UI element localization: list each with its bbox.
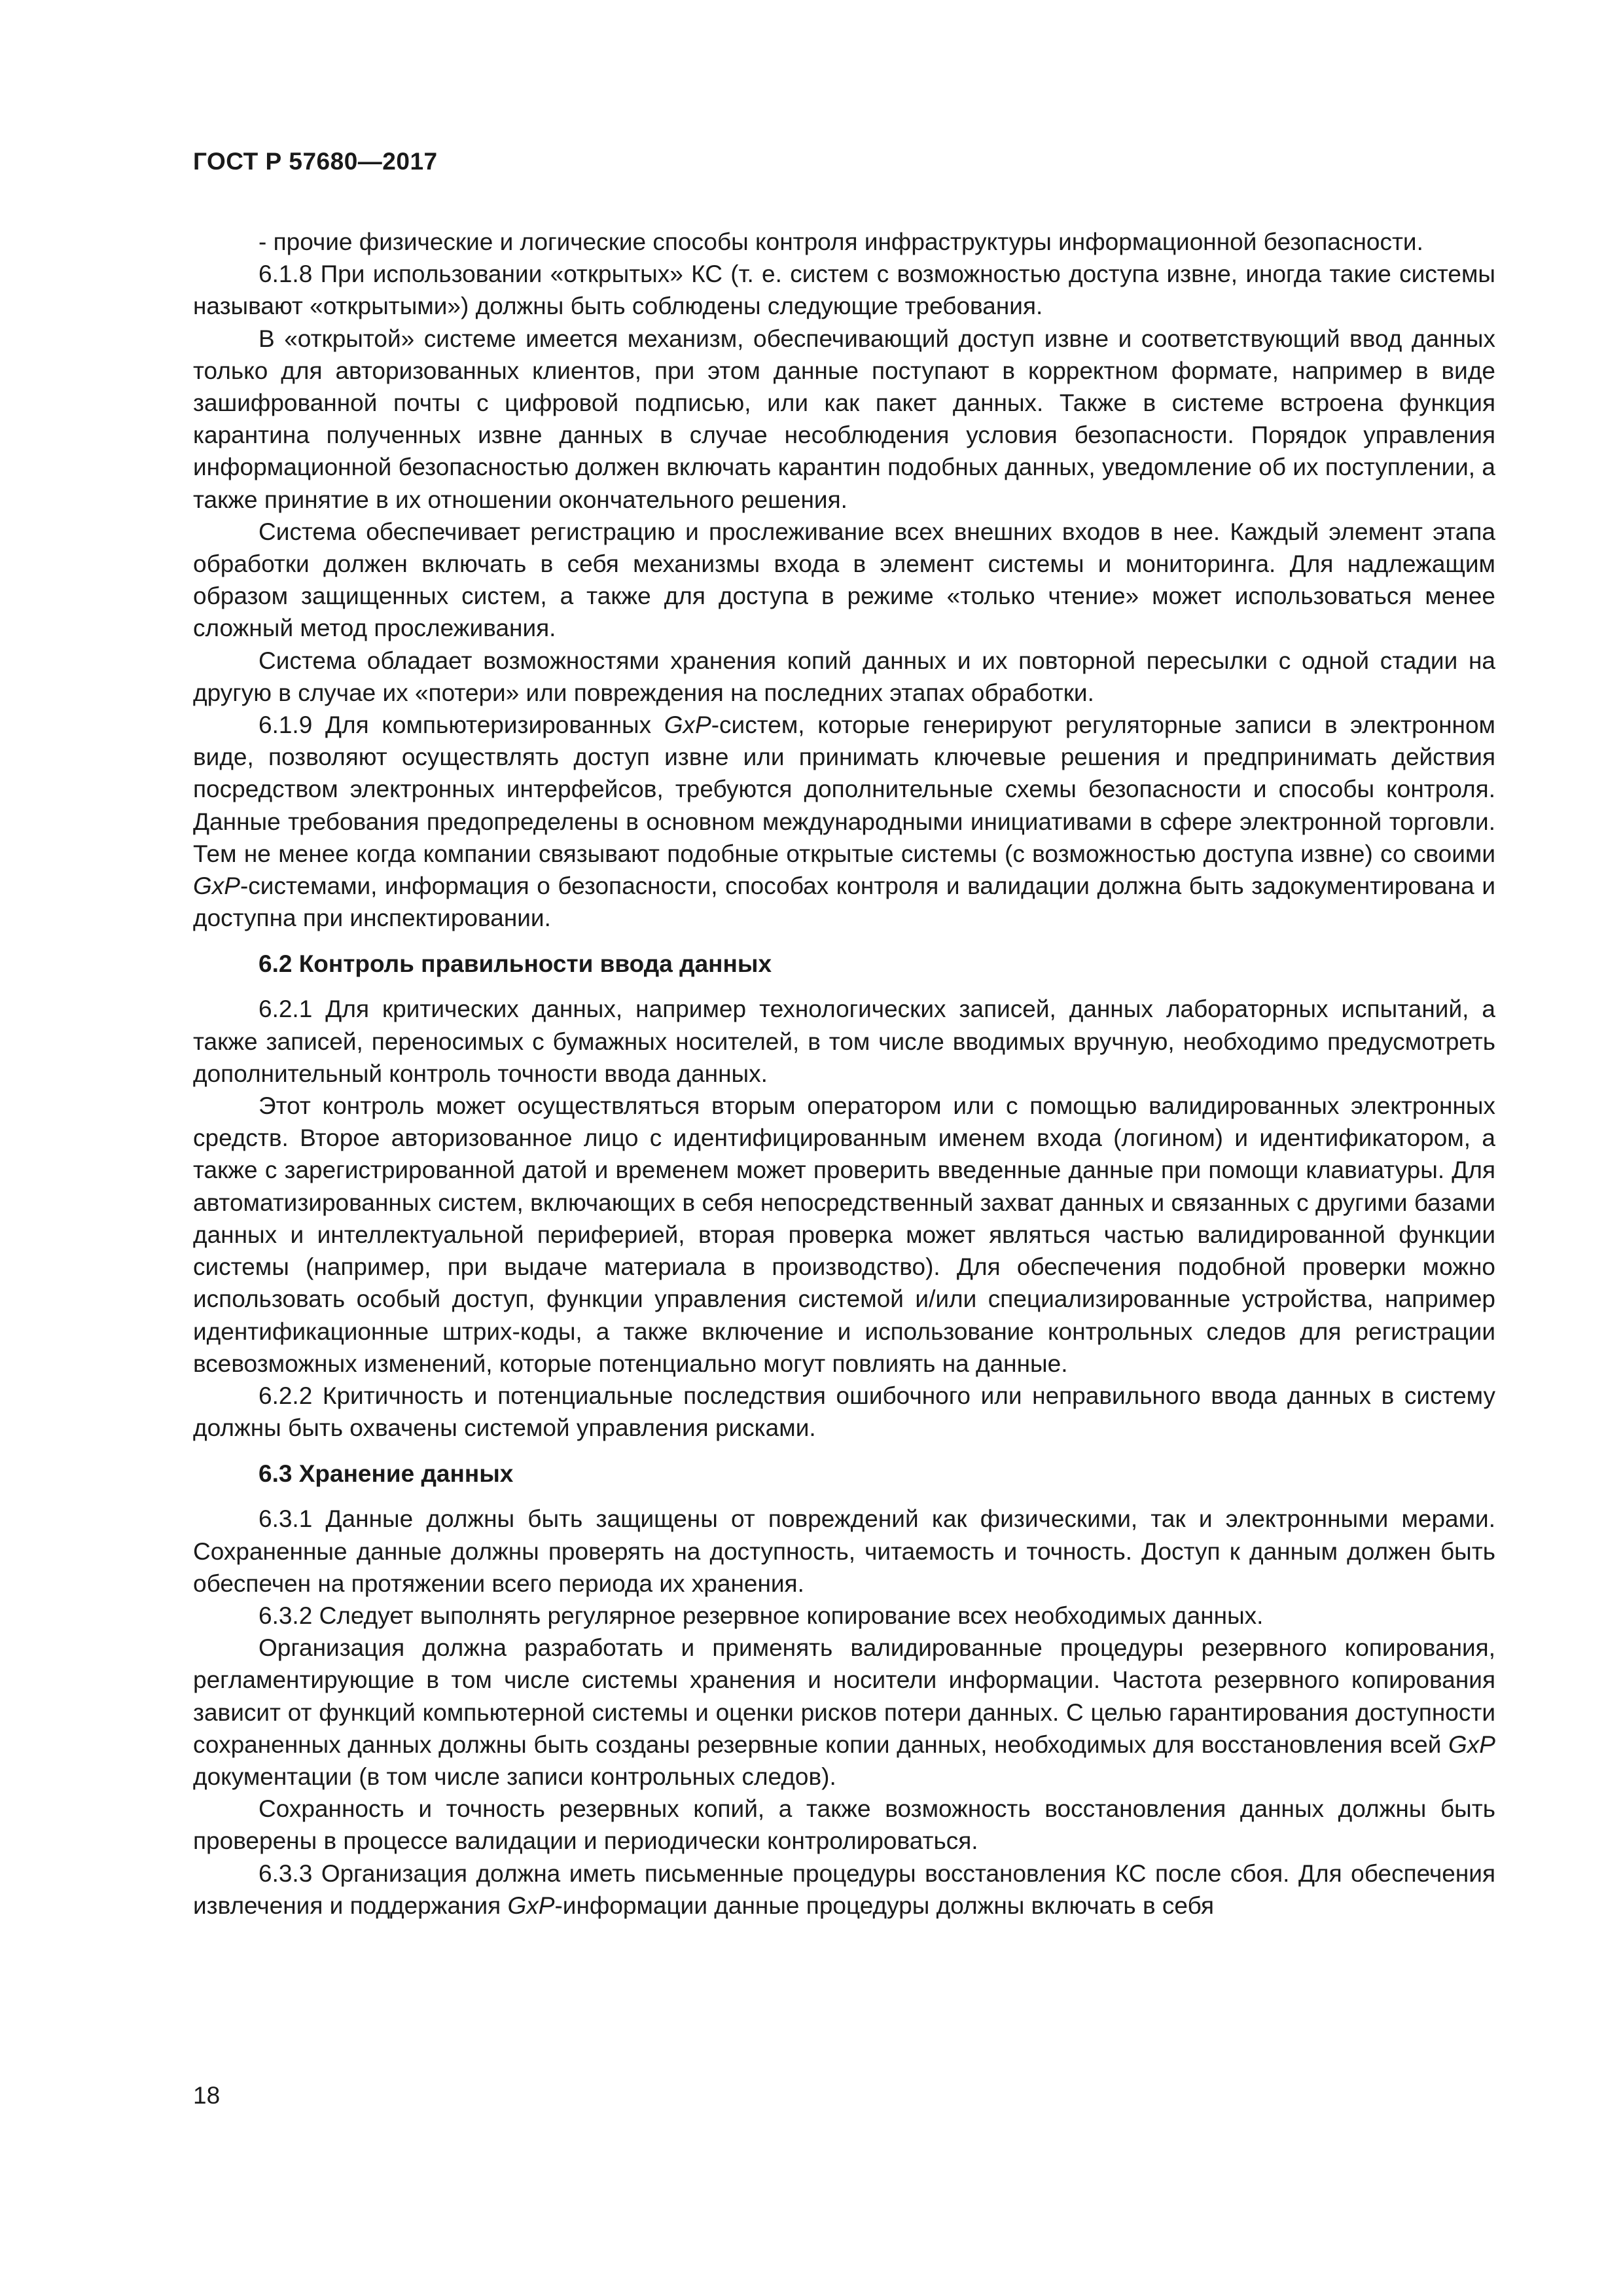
paragraph-6-3-3 xyxy=(193,1857,1495,1922)
paragraph-6-3-1: 6.3.1 Данные должны быть защищены от повреждений как физическими, так и электронными мерами. Сохраненные данные должны проверять на доступность, читаемость и точность. Доступ к данным должен быть обеспечен на протяжении всего периода их хранения. xyxy=(193,1505,1495,1597)
paragraph-backup-procedures xyxy=(193,1632,1495,1793)
text-run: 6.3.3 Организация должна иметь письменные процедуры восстановления КС после сбоя. Для обеспечения извлечения и поддержания xyxy=(193,1859,1495,1919)
paragraph-6-3-2: 6.3.2 Следует выполнять регулярное резервное копирование всех необходимых данных. xyxy=(259,1602,1264,1629)
paragraph-second-operator-control: Этот контроль может осуществляться вторым оператором или с помощью валидированных электронных средств. Второе авторизованное лицо с идентифицированным именем входа (логином) и идентификатором, а также с зарегистрированной датой и временем может проверить введенные данные при помощи клавиатуры. Для автоматизированных систем, включающих в себя непосредственный захват данных и связанных с другими базами данных и интеллектуальной периферией, вторая проверка может являться частью валидированной функции системы (например, при выдаче материала в производство). Для обеспечения подобной проверки можно использовать особый доступ, функции управления системой и/или специализированные устройства, например идентификационные штрих-коды, а также включение и использование контрольных следов для регистрации всевозможных изменений, которые потенциально могут повлиять на данные. xyxy=(193,1092,1495,1377)
section-heading-6-2: 6.2 Контроль правильности ввода данных xyxy=(259,950,772,978)
gxp-term: GxP xyxy=(193,872,240,900)
page-body xyxy=(193,226,1495,1922)
paragraph-copy-storage: Система обладает возможностями хранения копий данных и их повторной пересылки с одной стадии на другую в случае их «потери» или повреждения на последних этапах обработки. xyxy=(193,647,1495,706)
paragraph-6-1-8: 6.1.8 При использовании «открытых» КС (т. е. систем с возможностью доступа извне, иногда такие системы называют «открытыми») должны быть соблюдены следующие требования. xyxy=(193,260,1495,320)
page-number: 18 xyxy=(193,2082,221,2109)
section-heading-6-3: 6.3 Хранение данных xyxy=(259,1460,514,1488)
text-run: документации (в том числе записи контрольных следов). xyxy=(193,1763,836,1790)
paragraph-6-2-1: 6.2.1 Для критических данных, например технологических записей, данных лабораторных испытаний, а также записей, переносимых с бумажных носителей, в том числе вводимых вручную, необходимо предусмотреть дополнительный контроль точности ввода данных. xyxy=(193,996,1495,1087)
text-run: 6.1.9 Для компьютеризированных xyxy=(259,711,664,739)
text-run: -системами, информация о безопасности, способах контроля и валидации должна быть задокументирована и доступна при инспектировании. xyxy=(193,872,1495,932)
gxp-term: GxP xyxy=(664,711,711,739)
gxp-term: GxP xyxy=(1448,1731,1495,1758)
document-standard-code: ГОСТ Р 57680—2017 xyxy=(193,148,438,175)
paragraph-6-2-2: 6.2.2 Критичность и потенциальные последствия ошибочного или неправильного ввода данных в систему должны быть охвачены системой управления рисками. xyxy=(193,1382,1495,1442)
gxp-term: GxP xyxy=(507,1892,555,1919)
text-run: Организация должна разработать и применять валидированные процедуры резервного копирования, регламентирующие в том числе системы хранения и носители информации. Частота резервного копирования зависит от функций компьютерной системы и оценки рисков потери данных. С целью гарантирования доступности сохраненных данных должны быть созданы резервные копии данных, необходимых для восстановления всей xyxy=(193,1634,1495,1758)
text-run: -систем, которые генерируют регуляторные записи в электронном виде, позволяют осуществлять доступ извне или принимать ключевые решения и предпринимать действия посредством электронных интерфейсов, требуются дополнительные схемы безопасности и способы контроля. Данные требования предопределены в основном международными инициативами в сфере электронной торговли. Тем не менее когда компании связывают подобные открытые системы (с возможностью доступа извне) со своими xyxy=(193,711,1495,867)
paragraph-infrastructure-control: - прочие физические и логические способы контроля инфраструктуры информационной безопасности. xyxy=(259,228,1423,255)
paragraph-open-system-mechanism: В «открытой» системе имеется механизм, обеспечивающий доступ извне и соответствующий ввод данных только для авторизованных клиентов, при этом данные поступают в корректном формате, например в виде зашифрованной почты с цифровой подписью, или как пакет данных. Также в системе встроена функция карантина полученных извне данных в случае несоблюдения условия безопасности. Порядок управления информационной безопасностью должен включать карантин подобных данных, уведомление об их поступлении, а также принятие в их отношении окончательного решения. xyxy=(193,325,1495,513)
paragraph-registration-tracing: Система обеспечивает регистрацию и прослеживание всех внешних входов в нее. Каждый элемент этапа обработки должен включать в себя механизмы входа в элемент системы и мониторинга. Для надлежащим образом защищенных систем, а также для доступа в режиме «только чтение» может использоваться менее сложный метод прослеживания. xyxy=(193,518,1495,642)
text-run: -информации данные процедуры должны включать в себя xyxy=(554,1892,1214,1919)
paragraph-6-1-9 xyxy=(193,709,1495,934)
paragraph-backup-validation: Сохранность и точность резервных копий, а также возможность восстановления данных должны быть проверены в процессе валидации и периодически контролироваться. xyxy=(193,1795,1495,1855)
